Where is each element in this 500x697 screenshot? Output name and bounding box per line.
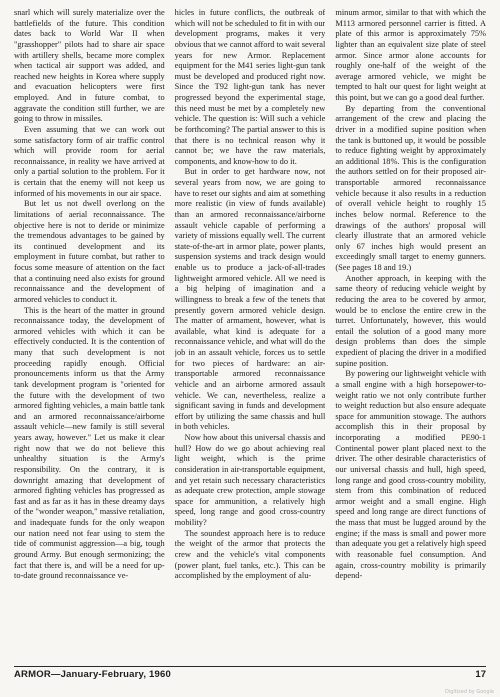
paragraph: This is the heart of the matter in ground reconnaissance today, the development of armored vehicles with which it can be effectively conducted. It is the contention of many that such development is not proceeding rapidly enough. Official pronouncements inform us that the Army tank development program is "oriented for the future with the development of two armored fighting vehicles, a main battle tank and an armored reconnaissance/airborne assault vehicle—new family is still several years away, however." Let us make it clear right now that we do not believe this unhealthy situation is the Army's responsibility. On the contrary, it is downright amazing that development of armored fighting vehicles has progressed as fast and as far as it has in these dreamy days of the "wonder weapon," massive retaliation, and inadequate funds for the only weapon our nation need not fear using to stem the tide of communist aggression—a big, tough ground Army. But enough sermonizing; the fact that there is, and will be a need for up-to-date ground reconnaissance ve- [14,305,165,581]
paragraph: By powering our lightweight vehicle with a small engine with a high horsepower-to-weight ratio we not only contribute further to weight reduction but also ensure adequate space for ammunition stowage. The authors accomplish this in their proposal by incorporating a modified PE90-1 Continental power plant placed next to the driver. The other desirable characteristics of our universal chassis and hull, high speed, long range and good cross-country mobility, stem from this combination of reduced armor weight and a small engine. High speed and long range are direct functions of the mass that must be lugged around by the engine; if the mass is small and power more than adequate you get a relatively high speed with reasonable fuel consumption. And again, cross-country mobility is primarily depend- [335,369,487,581]
paragraph: Another approach, in keeping with the same theory of reducing vehicle weight by reducing the area to be covered by armor, would be to enclose the entire crew in the turret. Unfortunately, however, this would entail the solution of a good many more design problems than does the simple expedient of placing the driver in a modified supine position. [335,273,487,368]
paragraph: By departing from the conventional arrangement of the crew and placing the driver in a modified supine position when the tank is buttoned up, it would be possible to reduce fighting weight by approximately an additional 18%. This is the configuration the authors settled on for their proposed air-transportable armored reconnaissance vehicle because it also results in a reduction of overall vehicle height to roughly 15 inches below normal. Reference to the drawings of the authors' proposal will clearly illustrate that an armored vehicle only 67 inches high would present an exceedingly small target to enemy gunners. (See pages 18 and 19.) [335,103,487,272]
page-number: 17 [475,669,486,680]
article-body [14,8,486,660]
paragraph: Even assuming that we can work out some satisfactory form of air traffic control which will provide room for aerial reconnaissance, in reality we have arrived at only a partial solution to the problem. For it is certain that the enemy will not keep us informed of his movements in our air space. [14,124,165,198]
paragraph: But let us not dwell overlong on the limitations of aerial reconnaissance. The objective here is not to deride or minimize the tremendous advantages to be gained by its continued development and its employment in future combat, but rather to focus some measure of attention on the fact that a continuing need also exists for ground reconnaissance and the development of armored vehicles to conduct it. [14,199,165,304]
text-column-1 [14,8,165,660]
paragraph: The soundest approach here is to reduce the weight of the armor that protects the crew and the vehicle's vital components (power plant, fuel tanks, etc.). This can be accomplished by the employment of alu- [174,528,326,581]
footer-divider [14,666,486,667]
footer-publication-date: ARMOR—January-February, 1960 [14,669,171,680]
text-column-3 [335,8,486,660]
text-column-2 [175,8,326,660]
watermark: Digitized by Google [445,689,494,695]
paragraph: hicles in future conflicts, the outbreak of which will not be scheduled to fit in with our development programs, makes it very obvious that we cannot afford to wait several years for new Armor. Replacement equipment for the M41 series light-gun tank must be developed and produced right now. Since the T92 light-gun tank has never progressed beyond the experimental stage, this need must be met by a completely new vehicle. The question is: Will such a vehicle be forthcoming? The partial answer to this is that there is no technical reason why it cannot be; we have the raw materials, components, and know-how to do it. [174,8,326,166]
paragraph: minum armor, similar to that with which the M113 armored personnel carrier is fitted. A plate of this armor is approximately 75% lighter than an equivalent size plate of steel armor. Since armor alone accounts for roughly one-half of the weight of the average armored vehicle, we might be tempted to halt our quest for light weight at this point, but we can go a good deal further. [335,8,487,102]
paragraph: But in order to get hardware now, not several years from now, we are going to have to reset our sights and aim at something more realistic (in view of funds available) than an armored reconnaissance/airborne assault vehicle capable of performing a variety of missions equally well. The current state-of-the-art in armor plate, power plants, suspension systems and track design would enable us to produce a jack-of-all-trades lightweight armored vehicle. All we need is a big helping of imagination and a willingness to break a few of the tenets that presently govern armored vehicle design. The matter of armament, however, what is available, what kind is adequate for a reconnaissance vehicle, and what will do the job in an assault vehicle, forces us to settle for two pieces of hardware: an air-transportable armored reconnaissance vehicle and an airborne armored assault vehicle. We can, nevertheless, realize a significant saving in funds and development effort by utilizing the same chassis and hull in both vehicles. [174,167,326,432]
paragraph: snarl which will surely materialize over the battlefields of the future. This condition dates back to World War II when "grasshopper" pilots had to share air space with artillery shells, became more complex when tactical air support was added, and reached new heights in Korea where supply and evacuation helicopters were first employed. And in future combat, to aggravate the condition still further, we are going to throw in missiles. [14,8,165,124]
paragraph: Now how about this universal chassis and hull? How do we go about achieving real light weight, which is the prime consideration in air-transportable equipment, and yet retain such necessary characteristics as adequate crew protection, ample stowage space for ammunition, a relatively high speed, long range and good cross-country mobility? [174,433,326,527]
